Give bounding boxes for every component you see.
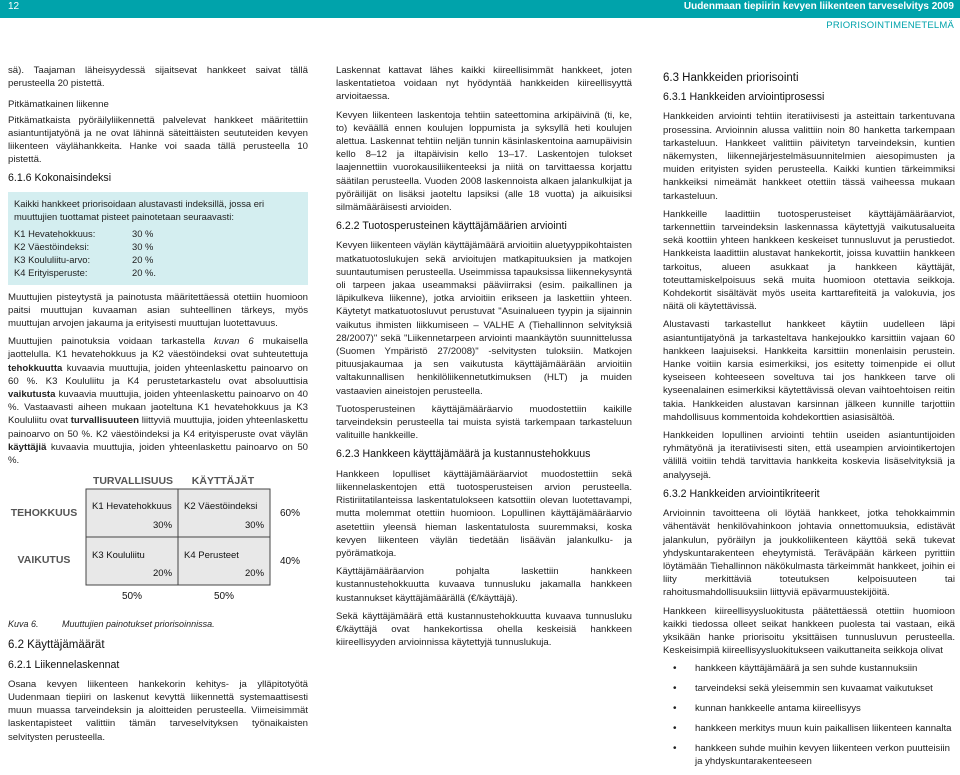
report-title: Uudenmaan tiepiirin kevyen liikenteen tarveselvitys 2009 — [683, 1, 954, 12]
paragraph-weights-explained — [8, 335, 308, 467]
paragraph: Hankkeiden arviointi tehtiin iteratiivisesti ja asteittain tarkentuvana prosessina. Arvioinnin alussa valittiin noin 80 hanketta tarkempaan tarkasteluun. Hankkeet valittiin päivitetyn tarveindeksin, kuntien näkemysten, liikennejärjestelmäsuunnitelmien aiesopimusten ja muiden erityisten syiden perusteella. Kaikki kuntien tärkeimmiksi hankkeiksi nimeämät hankkeet otettiin tässä vaiheessa mukaan tarkasteluun. — [663, 111, 955, 202]
bullet-icon: • — [673, 743, 677, 755]
paragraph: Hankkeen kiireellisyysluokitusta päätettäessä otettiin huomioon kaikki tiedossa olleet seikat hankkeen puolesta tai vastaan, eikä yksikään hanke priorisoitu yksittäisen tunnusluvun perusteella. Keskeisimpiä kiireellisyysluokitukseen vaikuttaneita seikkoja olivat — [663, 605, 955, 657]
list-item-text: hankkeen merkitys muun kuin paikallisen liikenteen kannalta — [695, 723, 952, 735]
weights-list — [14, 227, 302, 279]
caption-label: Kuva 6. — [8, 619, 39, 630]
text-run: kuvaavia muuttujia, joiden yhteenlaskettu painoarvo on 60 %. K3 Koululiitu ja K4 perustetarkastelu ovat absoluuttisia — [8, 362, 308, 387]
cell-value: 20% — [153, 568, 173, 580]
subheading: Pitkämatkainen liikenne — [8, 99, 109, 111]
cell-label: K1 Hevatehokkuus — [92, 501, 172, 513]
list-item-text: kunnan hankkeelle antama kiireellisyys — [695, 703, 861, 715]
text-run: mukaisella jaottelulla. K1 hevatehokkuus ja K2 väestöindeksi ovat suhteutettuja — [8, 336, 308, 361]
weight-item — [14, 266, 302, 279]
bullet-icon: • — [673, 703, 677, 715]
column-1 — [8, 64, 308, 749]
weight-label: K4 Erityisperuste: — [14, 266, 88, 278]
weight-label: K1 Hevatehokkuus: — [14, 227, 96, 239]
column-2 — [336, 64, 632, 654]
col-total: 50% — [213, 591, 235, 603]
weights-infobox — [8, 192, 308, 285]
heading-6-3: 6.3 Hankkeiden priorisointi — [663, 72, 799, 84]
cell-label: K2 Väestöindeksi — [184, 501, 258, 513]
figure-reference: kuvan 6 — [213, 336, 254, 348]
cell-value: 20% — [245, 568, 265, 580]
heading-6-2: 6.2 Käyttäjämäärät — [8, 639, 105, 652]
paragraph: Käyttäjämääräarvion pohjalta laskettiin hankkeen kustannustehokkuutta kuvaava tunnusluku jakamalla hankkeen kustannukset käyttäjämäärällä (€/käyttäjä). — [336, 566, 632, 604]
cell-value: 30% — [153, 520, 173, 532]
list-item — [663, 662, 955, 675]
weight-value: 30 % — [132, 227, 154, 239]
column-3 — [663, 64, 955, 775]
weight-value: 20 % — [132, 253, 154, 265]
infobox-intro: Kaikki hankkeet priorisoidaan alustavasti indeksillä, jossa eri muuttujien tuottamat pisteet painotetaan seuraavasti: — [14, 197, 265, 222]
list-item — [663, 742, 955, 768]
section-title: PRIORISOINTIMENETELMÄ — [826, 20, 954, 31]
paragraph: Alustavasti tarkastellut hankkeet käytiin uudelleen läpi asiantuntijatyönä ja tarkasteltava hankejoukko karsittiin vajaan 60 hankkeen laajuiseksi. Hankkeita karsittiin monenlaisin perustein. Hanke voitiin karsia esimerkiksi, jos esitetty toimenpide ei ollut kyseiseen kohteeseen soveltuva tai jos hankkeen tarve oli kyseenalainen esimerkiksi käytettävissä olevan vaihtoehtoisen reitin takia. Hankkeiden alustavan karsinnan jälkeen kunnille tarjottiin mahdollisuus kommentoida kohdekorttien asiasisältöä. — [663, 319, 955, 423]
list-item-text: hankkeen käyttäjämäärä ja sen suhde kustannuksiin — [695, 663, 918, 675]
cell-label: K3 Koululiitu — [92, 550, 145, 562]
paragraph: Osana kevyen liikenteen hankekorin kehitys- ja ylläpitotyötä Uudenmaan tiepiiri on laskenut kevyttä liikennettä systemaattisesti muun muassa tarveindeksin ja aloitteiden perusteella. Viimeisimmät laskentapisteet valittiin tämän tarveselvityksen työnaikaisten selvitysten perusteella. — [8, 678, 308, 743]
page-header — [0, 0, 960, 18]
bullet-icon: • — [673, 683, 677, 695]
paragraph: Muuttujien pisteytystä ja painotusta määritettäessä otettiin huomioon paitsi muuttujan kuvaaman asian suhteellinen tärkeys, myös muuttujan arvojen jakauma ja erityisesti muuttujan luotettavuus. — [8, 291, 308, 330]
paragraph: sä). Taajaman läheisyydessä sijaitsevat hankkeet saivat tällä perusteella 20 pistettä. — [8, 65, 308, 90]
weight-label: K3 Koululiitu-arvo: — [14, 253, 91, 265]
list-item-text: hankkeen suhde muihin kevyen liikenteen verkon puutteisiin ja yhdyskuntarakenteeseen — [695, 743, 950, 768]
heading-6-2-2: 6.2.2 Tuotosperusteinen käyttäjämäärien arviointi — [336, 220, 567, 233]
paragraph: Tuotosperusteinen käyttäjämääräarvio muodostettiin kaikille tarveindeksin perusteella tai muista syistä tarkempaan tarkasteluun valituille hankkeille. — [336, 403, 632, 442]
weight-value: 20 %. — [132, 266, 156, 278]
paragraph: Kevyen liikenteen väylän käyttäjämäärä arvioitiin aluetyyppikohtaisten matkatuotoslukujen sekä arvioitujen matkapituuksien ja matkojen suuntautumisen perusteella. Useimmissa tapauksissa liikennekysyntä oli tarpeen jakaa useammaksi pääviirraksi (esim. paikallinen ja läpikulkeva liikenne), jotka arvioitiin erikseen ja laskettiin yhteen. Käytetyt matkatuotosluvut perustuvat "Asuinalueen tyypin ja sijainnin vaikutus ihmisten liikkumiseen – VALHE A (Tiehallinnon selvityksiä 28/2007)" sekä "Liikennetarpeen arviointi maankäytön suunnittelussa (Suomen Ympäristö 27/2008)" -selvitysten tuloksiin. Matkojen pituusjakaumaa ja sen vaikutusta käyttäjämäärään arvioitiin valtakunnallisen henkilöliikennetutkimuksen (HLT) ja muiden vastaavien aineistojen perusteella. — [336, 240, 632, 397]
text-run: kuvaavia muuttujia, joiden yhteenlaskettu painoarvo on 40 %. Vastaavasti aiheen mukaan jaoteltuna K1 hevatehokkuus ja K3 Koululiitu ovat — [8, 389, 308, 427]
text-run: Muuttujien painotuksia voidaan tarkastella — [8, 336, 214, 348]
emphasis: vaikutusta — [8, 389, 56, 401]
weight-item — [14, 253, 302, 266]
col-total: 50% — [121, 591, 143, 603]
emphasis: käyttäjiä — [8, 441, 47, 453]
weights-matrix-diagram — [8, 472, 308, 614]
cell-label: K4 Perusteet — [184, 550, 239, 562]
list-item — [663, 702, 955, 715]
paragraph: Laskennat kattavat lähes kaikki kiireellisimmät hankkeet, joten laskentatietoa voidaan nyt hyödyntää hankkeiden kiireellisyyttä arvioitaessa. — [336, 65, 632, 103]
weight-value: 30 % — [132, 240, 154, 252]
paragraph: Sekä käyttäjämäärä että kustannustehokkuutta kuvaava tunnusluku €/käyttäjä ovat hankekortissa ohella keskeisiä hankkeen kiireellisyyden arvioinnissa käytettyjä tunnuslukuja. — [336, 610, 632, 649]
paragraph: Hankkeiden lopullinen arviointi tehtiin useiden asiantuntijoiden ryhmätyönä ja iteratiivisesti siten, että useampien arviointikertojen välillä voitiin tehdä tarvittavia hankkeita koskevia lisäselvityksiä ja analyysejä. — [663, 430, 955, 481]
cell-value: 30% — [245, 520, 265, 532]
weight-label: K2 Väestöindeksi: — [14, 240, 90, 252]
weight-item — [14, 227, 302, 240]
paragraph: Arvioinnin tavoitteena oli löytää hankkeet, jotka tehokkaimmin vähentävät henkilövahinkoon johtavia onnettomuuksia, edistävät jalankulun, pyöräilyn ja joukkoliikenteen käyttöä sekä tukevat yhdyskuntarakenteen eheytymistä. Teräväpään kärkeen pyrittiin löytämään Tiehallinnon näkökulmasta tärkeimmät hankkeet, joihin ei liity merkittäviä toteutuksen kelpoisuuteen tai rahoitusmahdollisuuksiin liittyviä epävarmuustekijöitä. — [663, 508, 955, 599]
list-item-text: tarveindeksi sekä yleisemmin sen kuvaamat vaikutukset — [695, 683, 933, 695]
bullet-icon: • — [673, 723, 677, 735]
weights-matrix-figure — [8, 472, 308, 614]
emphasis: tehokkuutta — [8, 362, 63, 374]
col-head-users: KÄYTTÄJÄT — [191, 475, 255, 488]
heading-6-2-1: 6.2.1 Liikennelaskennat — [8, 658, 120, 671]
figure-caption — [8, 618, 308, 631]
row-head-impact: VAIKUTUS — [17, 554, 71, 567]
text-run: kuvaavia muuttujia, joiden yhteenlaskettu painoarvo on 50 %. — [8, 441, 308, 467]
criteria-list — [663, 662, 955, 768]
heading-6-1-6: 6.1.6 Kokonaisindeksi — [8, 172, 112, 185]
heading-6-3-2: 6.3.2 Hankkeiden arviointikriteerit — [663, 487, 820, 500]
col-head-safety: TURVALLISUUS — [92, 475, 174, 488]
weight-item — [14, 240, 302, 253]
page-number: 12 — [8, 1, 20, 12]
caption-text: Muuttujien painotukset priorisoinnissa. — [62, 619, 215, 630]
list-item — [663, 722, 955, 735]
row-head-efficiency: TEHOKKUUS — [10, 507, 78, 520]
paragraph: Hankkeille laadittiin tuotosperusteiset käyttäjämääräarviot, tarkennettiin tarveindeksin laskennassa käytettyjä vaikutusalueita sekä koottiin yhteen hankkeen keskeiset tunnusluvut ja perustiedot. Hankkeista laadittiin alustavat hankekortit, joissa kuvattiin hankkeen tarkoitus, alueen asukkaat ja hankkeen käyttäjät, toteuttamiskelpoisuus sekä muita huomioon otettavia seikkoja. Kohdekortit sisältävät myös useita karttarefiteitä ja valokuvia, jos näitä oli käytettävissä. — [663, 208, 955, 313]
paragraph: Pitkämatkaista pyöräilyliikennettä palvelevat hankkeet määritettiin asiantuntijatyönä ja ne ovat lähinnä säteittäisten seututeiden kevyen liikenteen väylähankkeita. Hanke voi saada tällä perusteella 10 pistettä. — [8, 114, 308, 166]
row-total: 60% — [280, 508, 301, 520]
bullet-icon: • — [673, 663, 677, 675]
text-run: liittyviä muuttujia, joiden yhteenlaskettu painoarvo on 50 %. K2 väestöindeksi ja K4 erityisperuste ovat väylän — [8, 415, 309, 440]
list-item — [663, 682, 955, 695]
emphasis: turvallisuuteen — [70, 415, 139, 427]
paragraph: Hankkeen lopulliset käyttäjämääräarviot muodostettiin sekä liikennelaskentojen että tuotosperusteisen arvion perusteella. Ristiriitatilanteissa laskentatulokseen katsottiin olevan luotettavampi, mutta molemmat otettiin huomioon. Lopullinen käyttäjämääräarvio asetettiin yleensä hieman laskentatulosta suuremmaksi, koska kevyen liikenteen väylän tiedetään lisäävän jalankulku- ja pyörämatkoja. — [336, 468, 632, 559]
heading-6-2-3: 6.2.3 Hankkeen käyttäjämäärä ja kustannustehokkuus — [336, 448, 591, 461]
row-total: 40% — [280, 556, 301, 568]
paragraph: Kevyen liikenteen laskentoja tehtiin sateettomina arkipäivinä (ti, ke, to) keväällä ennen koulujen loppumista ja syksyllä heti koulujen alettua. Laskennat tehtiin neljän tunnin käsinlaskentoina aamupäivisin kello 8–12 ja iltapäivisin kello 13–17. Laskentojen tulokset laajennettiin vuorokausiliikenteeksi ja niitä on tarvittaessa korjattu säätilan perusteella. Vuoden 2008 laskennoista alkaen jalankulkijat ja pyöräilijät on lisäksi jaoteltu lapsiksi (alle 18 vuotta) ja aikuisiksi silmämääräisesti arvioiden. — [336, 109, 633, 214]
heading-6-3-1: 6.3.1 Hankkeiden arviointiprosessi — [663, 91, 825, 104]
